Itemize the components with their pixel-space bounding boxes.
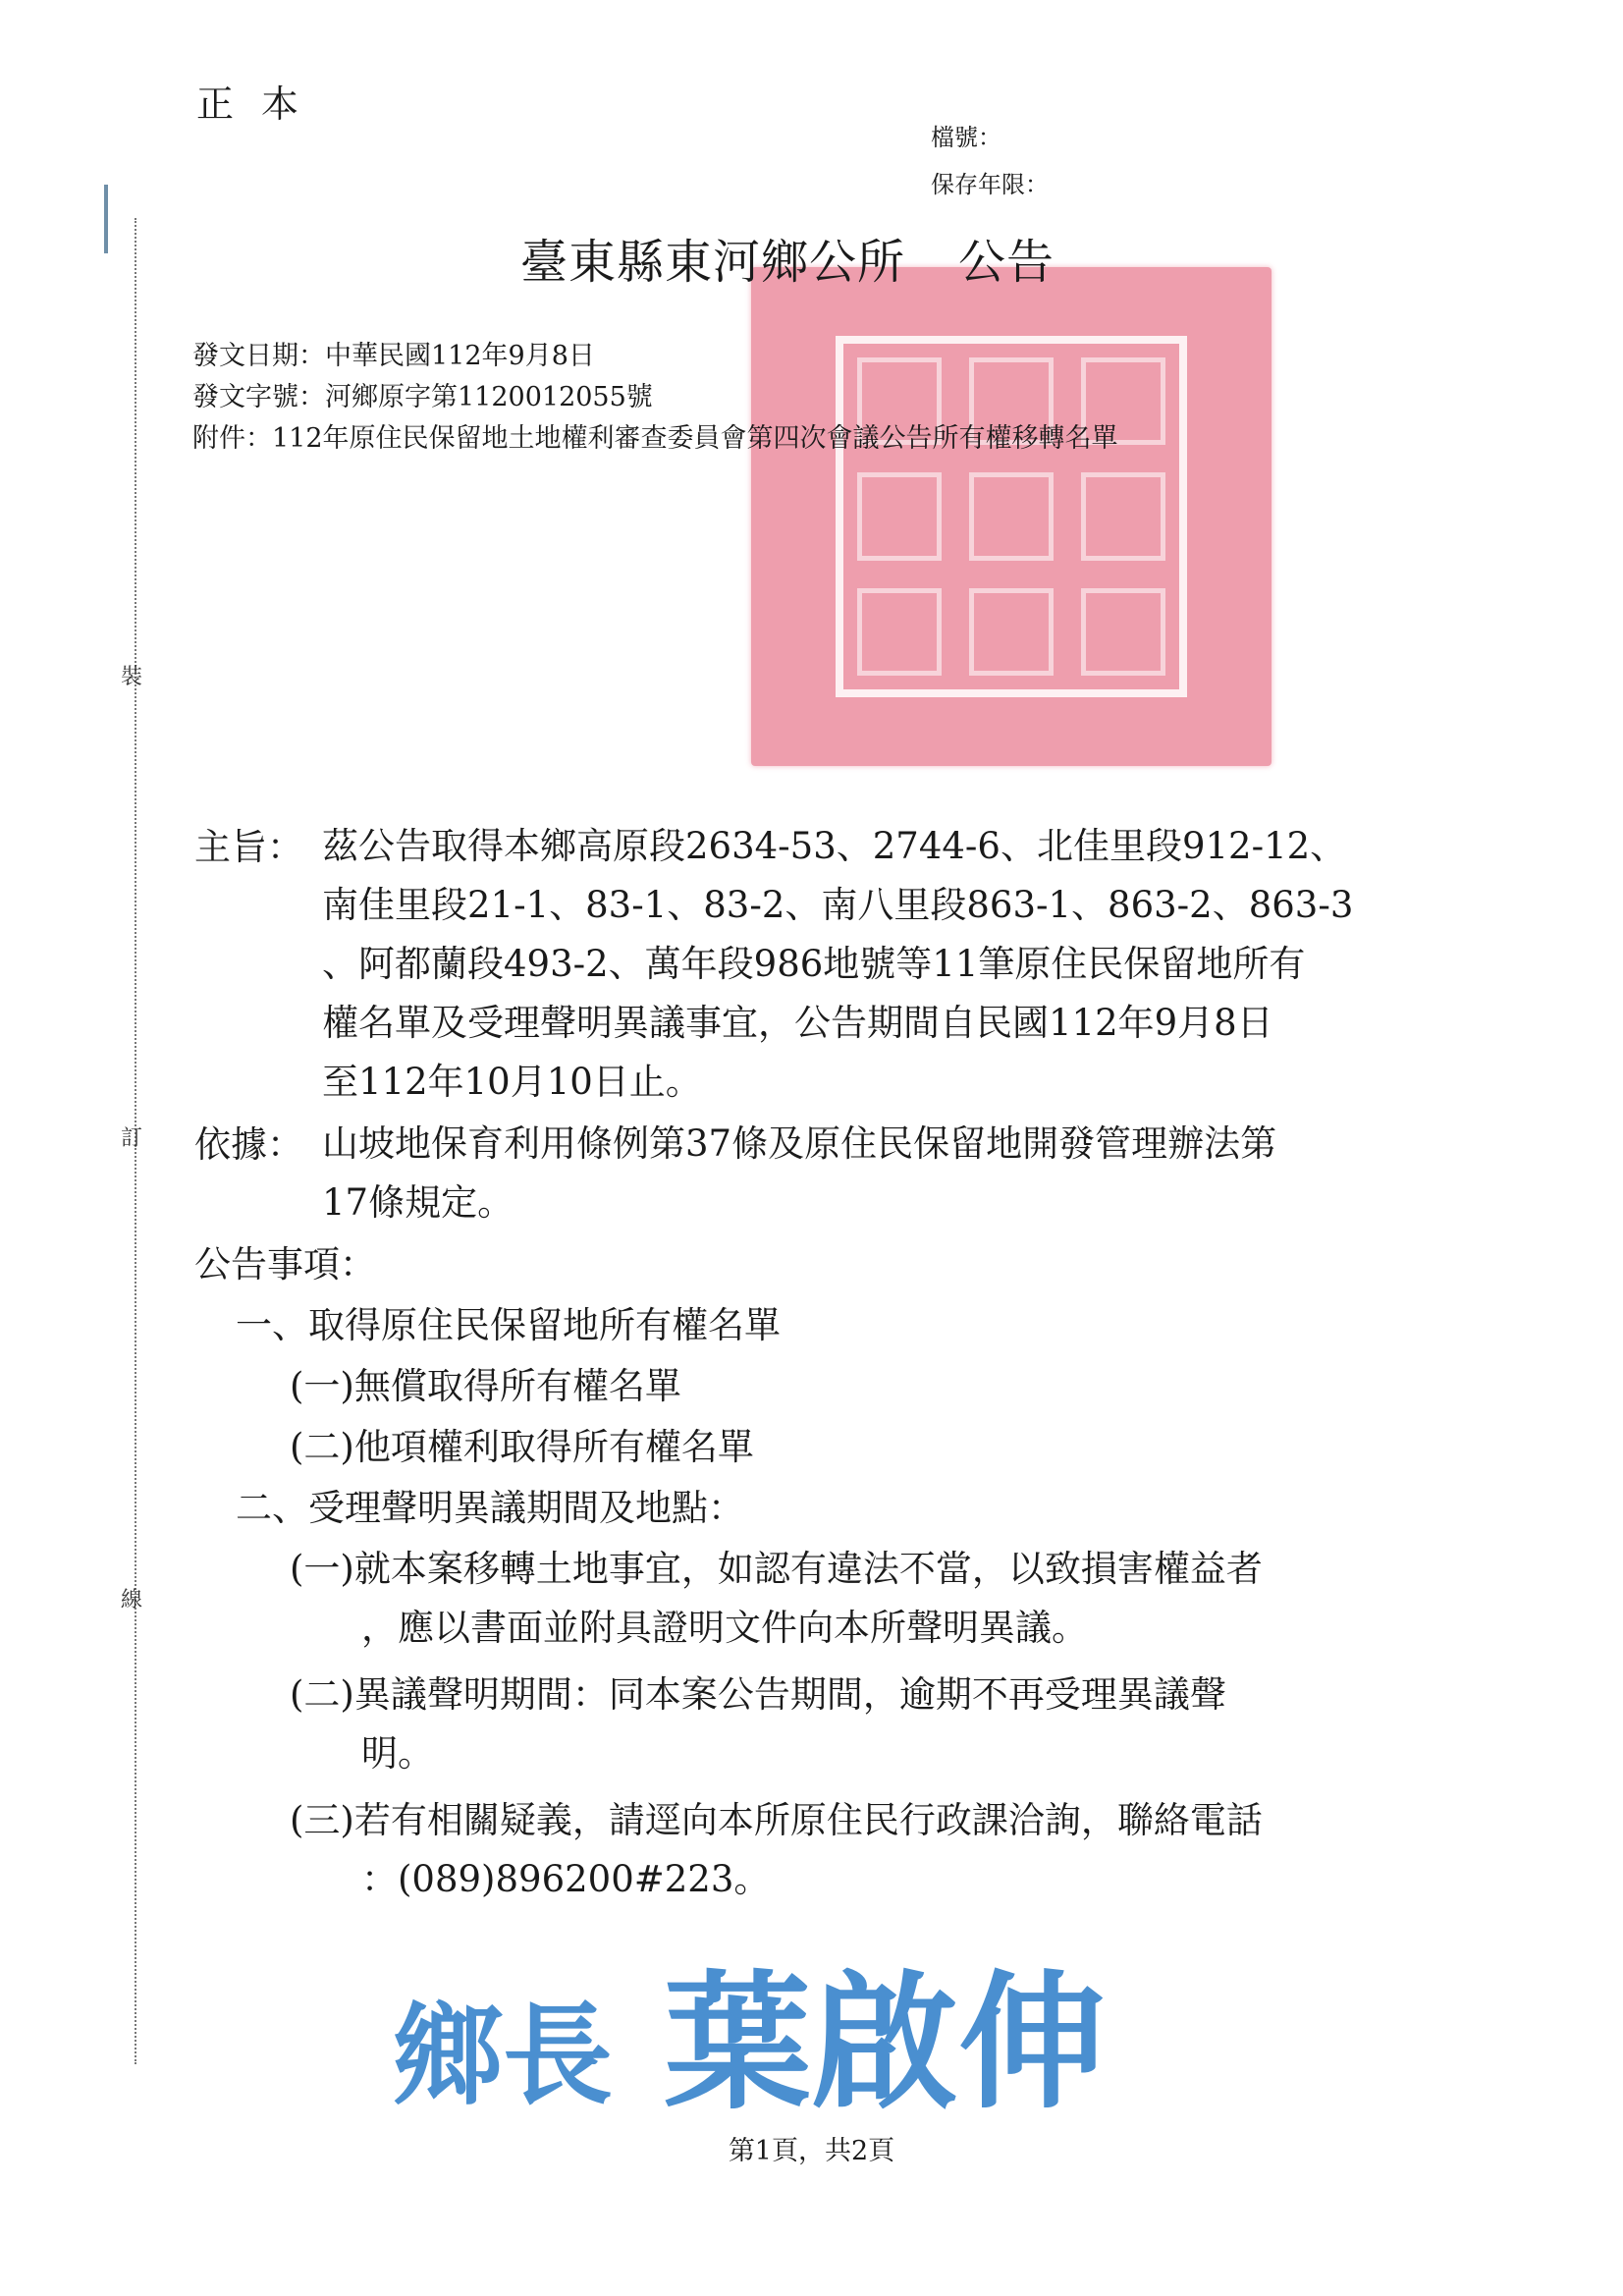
basis-text <box>322 1115 1276 1232</box>
page-number: 第1頁，共2頁 <box>728 2136 895 2166</box>
notice-item-1-sub-1: (一)無償取得所有權名單 <box>290 1365 681 1407</box>
subject-line: 茲公告取得本鄉高原段2634-53、2744-6、北佳里段912-12、 <box>322 825 1347 867</box>
subject-line: 至112年10月10日止。 <box>322 1061 702 1103</box>
notice-item-2-sub-2: (二)異議聲明期間：同本案公告期間，逾期不再受理異議聲 <box>290 1673 1226 1716</box>
binding-char-zhuang: 裝 <box>121 665 143 689</box>
signature-title: 鄉長 <box>393 1992 613 2120</box>
notice-item-1: 一、取得原住民保留地所有權名單 <box>236 1304 781 1346</box>
document-type: 公告 <box>958 235 1055 290</box>
issue-date: 發文日期：中華民國112年9月8日 <box>192 341 595 371</box>
notice-label: 公告事項： <box>194 1243 376 1285</box>
document-number: 發文字號：河鄉原字第1120012055號 <box>192 382 653 412</box>
file-number-label: 檔號： <box>931 124 1001 151</box>
retention-label: 保存年限： <box>931 171 1049 198</box>
basis-label: 依據： <box>194 1123 303 1166</box>
notice-item-2-sub-3-cont: ：(089)896200#223。 <box>361 1858 771 1900</box>
notice-item-2-sub-1: (一)就本案移轉土地事宜，如認有違法不當，以致損害權益者 <box>290 1548 1263 1590</box>
basis-line: 17條規定。 <box>322 1181 514 1224</box>
subject-text <box>322 817 1353 1112</box>
subject-line: 權名單及受理聲明異議事宜，公告期間自民國112年9月8日 <box>322 1002 1273 1044</box>
document-title <box>520 224 1055 292</box>
attachment: 附件：112年原住民保留地土地權利審查委員會第四次會議公告所有權移轉名單 <box>192 423 1118 454</box>
binding-char-xian: 線 <box>121 1588 143 1613</box>
subject-label: 主旨： <box>194 826 303 868</box>
subject-line: 南佳里段21-1、83-1、83-2、南八里段863-1、863-2、863-3 <box>322 884 1354 926</box>
agency-name: 臺東縣東河鄉公所 <box>520 235 906 290</box>
notice-item-2-sub-1-cont: ，應以書面並附具證明文件向本所聲明異議。 <box>361 1607 1088 1649</box>
binding-mark <box>104 185 108 253</box>
notice-item-2: 二、受理聲明異議期間及地點： <box>236 1487 744 1529</box>
notice-item-2-sub-3: (三)若有相關疑義，請逕向本所原住民行政課洽詢，聯絡電話 <box>290 1799 1263 1841</box>
copy-label: 正本 <box>196 82 327 126</box>
official-signature-stamp <box>393 1949 1217 2136</box>
notice-item-1-sub-2: (二)他項權利取得所有權名單 <box>290 1426 754 1468</box>
notice-item-2-sub-2-cont: 明。 <box>361 1732 434 1775</box>
binding-char-ding: 訂 <box>121 1126 143 1151</box>
basis-line: 山坡地保育利用條例第37條及原住民保留地開發管理辦法第 <box>322 1122 1277 1165</box>
subject-line: 、阿都蘭段493-2、萬年段986地號等11筆原住民保留地所有 <box>322 943 1306 985</box>
official-seal <box>751 267 1271 766</box>
signature-name: 葉啟伸 <box>664 1956 1107 2129</box>
